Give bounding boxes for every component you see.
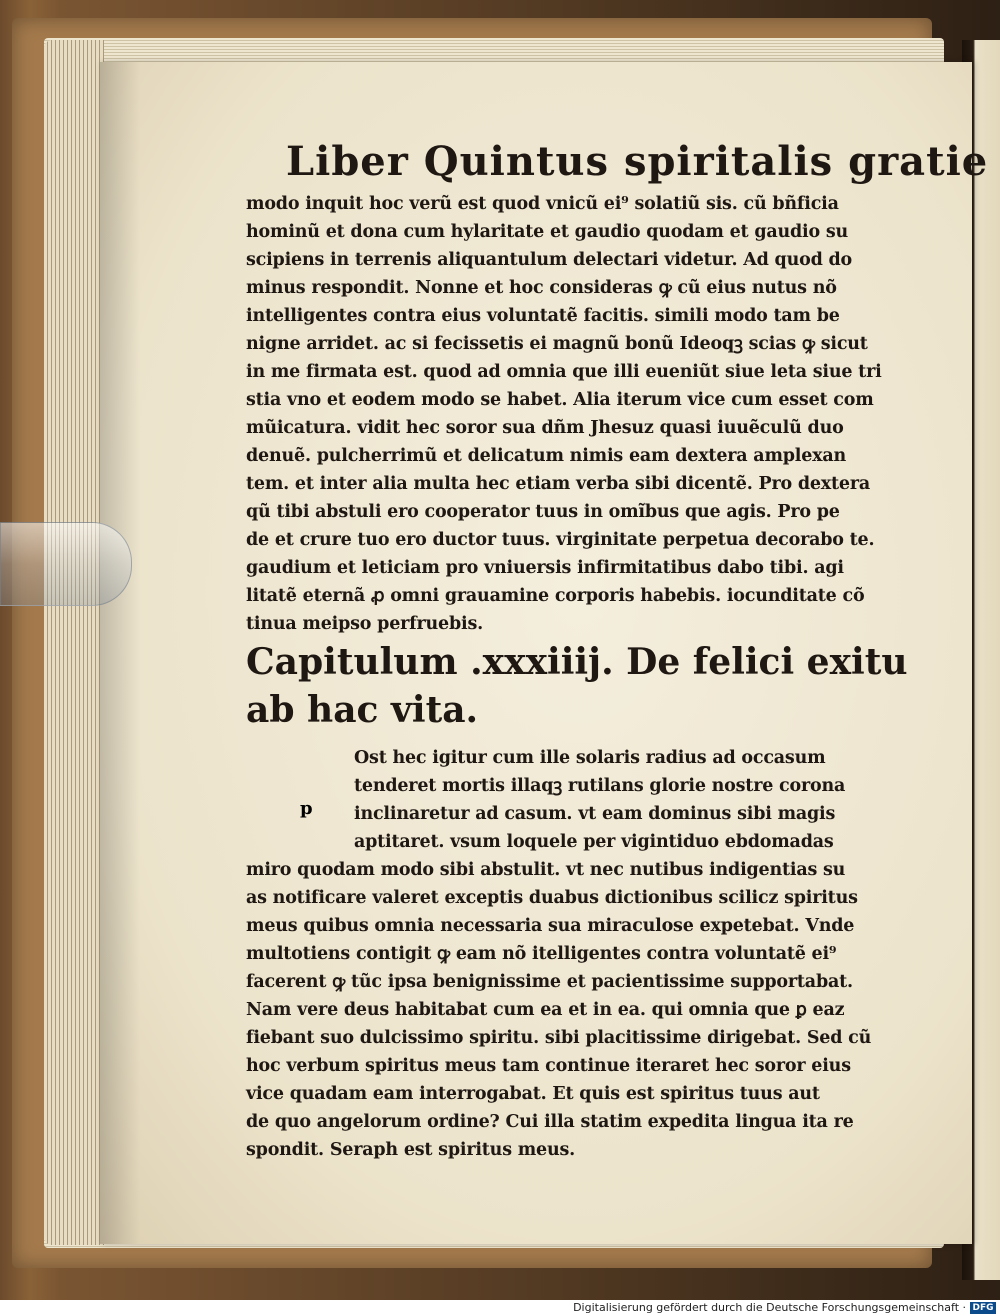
footer-bar [0,1300,1000,1316]
text-line: denuẽ. pulcherrimũ et delicatum nimis eam dextera amplexan [246,446,847,466]
book-clamp [0,522,132,606]
footer-credit: Digitalisierung gefördert durch die Deutsche Forschungsgemeinschaft · [573,1301,966,1314]
text-line-indented: aptitaret. vsum loquele per vigintiduo ebdomadas [354,832,834,852]
text-line: modo inquit hoc verũ est quod vnicũ ei⁹ solatiũ sis. cũ bñficia [246,194,839,214]
text-line: in me firmata est. quod ad omnia que illi eueniũt siue leta siue tri [246,362,882,382]
text-line: fiebant suo dulcissimo spiritu. sibi placitissime dirigebat. Sed cũ [246,1028,872,1048]
text-line: litatẽ eternã ꝓ omni grauamine corporis habebis. iocunditate cõ [246,586,865,606]
text-line: hominũ et dona cum hylaritate et gaudio quodam et gaudio su [246,222,849,242]
text-line: tem. et inter alia multa hec etiam verba sibi dicentẽ. Pro dextera [246,474,871,494]
text-line: as notificare valeret exceptis duabus dictionibus scilicz spiritus [246,888,858,908]
text-line-indented: inclinaretur ad casum. vt eam dominus sibi magis [354,804,836,824]
text-line: Nam vere deus habitabat cum ea et in ea. qui omnia que ꝑ eaz [246,1000,845,1020]
text-line: intelligentes contra eius voluntatẽ facitis. simili modo tam be [246,306,840,326]
text-line-indented: Ost hec igitur cum ille solaris radius ad occasum [354,748,826,768]
text-line: multotiens contigit ꝙ eam nõ itelligentes contra voluntatẽ ei⁹ [246,944,837,964]
chapter-heading: Capitulum .xxxiiij. De felici exitu [246,641,908,683]
text-line: scipiens in terrenis aliquantulum delectari videtur. Ad quod do [246,250,853,270]
text-line: vice quadam eam interrogabat. Et quis est spiritus tuus aut [246,1084,820,1104]
text-line: nigne arridet. ac si fecissetis ei magnũ bonũ Ideoqꝫ scias ꝙ sicut [246,334,868,354]
initial-guide-letter: p [300,798,313,819]
text-line-indented: tenderet mortis illaqꝫ rutilans glorie nostre corona [354,776,846,796]
text-line: meus quibus omnia necessaria sua miraculose expetebat. Vnde [246,916,855,936]
text-line: stia vno et eodem modo se habet. Alia iterum vice cum esset com [246,390,874,410]
text-line: gaudium et leticiam pro vniuersis infirmitatibus dabo tibi. agi [246,558,844,578]
text-line: minus respondit. Nonne et hoc consideras ꝙ cũ eius nutus nõ [246,278,837,298]
dfg-logo[interactable]: DFG [970,1302,996,1314]
running-title: Liber Quintus spiritalis gratie [286,138,989,185]
page-edges-left [44,40,104,1245]
text-line: hoc verbum spiritus meus tam continue iteraret hec soror eius [246,1056,851,1076]
text-line: spondit. Seraph est spiritus meus. [246,1140,576,1160]
text-line: mũicatura. vidit hec soror sua dñm Jhesuz quasi iuuẽculũ duo [246,418,844,438]
text-line: miro quodam modo sibi abstulit. vt nec nutibus indigentias su [246,860,846,880]
spine-shadow [100,62,140,1244]
text-line: qũ tibi abstuli ero cooperator tuus in omĩbus que agis. Pro pe [246,502,840,522]
text-line: de et crure tuo ero ductor tuus. virginitate perpetua decorabo te. [246,530,875,550]
text-line: de quo angelorum ordine? Cui illa statim expedita lingua ita re [246,1112,854,1132]
chapter-heading-cont: ab hac vita. [246,689,479,731]
text-line: tinua meipso perfruebis. [246,614,483,634]
text-line: facerent ꝙ tũc ipsa benignissime et pacientissime supportabat. [246,972,853,992]
